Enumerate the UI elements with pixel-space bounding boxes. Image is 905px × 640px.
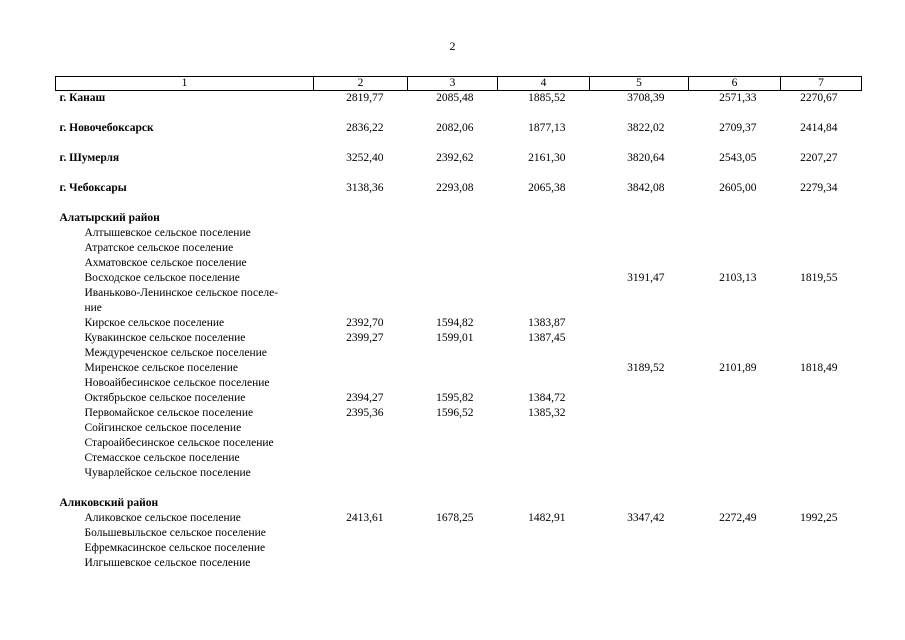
- value-cell: [408, 346, 498, 361]
- settlement-row: [56, 451, 862, 466]
- value-cell: 2207,27: [800, 152, 838, 164]
- row-name: Иваньково-Ленинское сельское поселе-: [84, 287, 279, 299]
- value-cell: [781, 211, 862, 226]
- value-cell: 3820,64: [627, 152, 665, 164]
- value-cell: [781, 226, 862, 241]
- value-cell: [689, 376, 781, 391]
- row-name: Атратское сельское поселение: [84, 242, 234, 254]
- row-name: Октябрьское сельское поселение: [84, 392, 246, 404]
- value-cell: [408, 301, 498, 316]
- column-header: 4: [498, 77, 590, 91]
- value-cell: [314, 556, 408, 571]
- value-cell: [408, 526, 498, 541]
- value-cell: 2819,77: [346, 92, 384, 104]
- row-name: Новоайбесинское сельское поселение: [84, 377, 270, 389]
- settlement-row: [56, 361, 862, 376]
- value-cell: 1599,01: [436, 332, 474, 344]
- value-cell: 1678,25: [436, 512, 474, 524]
- value-cell: 1594,82: [436, 317, 474, 329]
- value-cell: 3189,52: [627, 362, 665, 374]
- value-cell: [498, 466, 590, 481]
- row-name: Кувакинское сельское поселение: [84, 332, 246, 344]
- value-cell: [314, 376, 408, 391]
- value-cell: [408, 226, 498, 241]
- settlement-row: [56, 391, 862, 406]
- value-cell: [590, 226, 689, 241]
- page-number: 2: [449, 39, 456, 53]
- row-name: Кирское сельское поселение: [84, 317, 225, 329]
- column-header: 7: [781, 77, 862, 91]
- value-cell: [408, 451, 498, 466]
- value-cell: 2413,61: [346, 512, 384, 524]
- value-cell: 3138,36: [346, 182, 384, 194]
- spacer-row: [56, 136, 862, 151]
- value-cell: [408, 271, 498, 286]
- value-cell: [498, 421, 590, 436]
- value-cell: 2836,22: [346, 122, 384, 134]
- value-cell: 2709,37: [719, 122, 757, 134]
- value-cell: [689, 406, 781, 421]
- value-cell: [781, 346, 862, 361]
- value-cell: [590, 421, 689, 436]
- value-cell: [689, 556, 781, 571]
- row-name: Алатырский район: [59, 212, 160, 224]
- value-cell: [781, 391, 862, 406]
- settlement-row: [56, 271, 862, 286]
- value-cell: [408, 361, 498, 376]
- value-cell: 1885,52: [528, 92, 566, 104]
- row-name: Стемасское сельское поселение: [84, 452, 240, 464]
- value-cell: [498, 271, 590, 286]
- value-cell: [689, 331, 781, 346]
- value-cell: 2392,70: [346, 317, 384, 329]
- row-name: Междуреченское сельское поселение: [84, 347, 267, 359]
- value-cell: [314, 421, 408, 436]
- header-row: [56, 77, 862, 91]
- settlement-row: [56, 286, 862, 301]
- spacer-row: [56, 106, 862, 121]
- spacer-row: [56, 481, 862, 496]
- value-cell: 2161,30: [528, 152, 566, 164]
- value-cell: [314, 451, 408, 466]
- value-cell: [408, 241, 498, 256]
- value-cell: [689, 466, 781, 481]
- value-cell: [408, 286, 498, 301]
- settlement-row: [56, 241, 862, 256]
- value-cell: [498, 226, 590, 241]
- value-cell: 2543,05: [719, 152, 757, 164]
- value-cell: [689, 421, 781, 436]
- value-cell: [408, 466, 498, 481]
- value-cell: 1596,52: [436, 407, 474, 419]
- row-name: Илгышевское сельское поселение: [84, 557, 251, 569]
- settlement-row: [56, 226, 862, 241]
- value-cell: 1992,25: [800, 512, 838, 524]
- row-name: Ахматовское сельское поселение: [84, 257, 247, 269]
- value-cell: 1595,82: [436, 392, 474, 404]
- value-cell: [590, 331, 689, 346]
- value-cell: [314, 496, 408, 511]
- value-cell: [314, 466, 408, 481]
- city-row: [56, 121, 862, 136]
- value-cell: [781, 421, 862, 436]
- value-cell: [408, 211, 498, 226]
- spacer-cell: [56, 166, 862, 181]
- district-row: [56, 496, 862, 511]
- column-header: 2: [314, 77, 408, 91]
- value-cell: [781, 241, 862, 256]
- row-name: Миренское сельское поселение: [84, 362, 238, 374]
- value-cell: [781, 256, 862, 271]
- value-cell: [498, 286, 590, 301]
- settlement-row: [56, 556, 862, 571]
- value-cell: [689, 256, 781, 271]
- settlement-row: [56, 541, 862, 556]
- value-cell: 3842,08: [627, 182, 665, 194]
- value-cell: [590, 496, 689, 511]
- value-cell: [498, 556, 590, 571]
- value-cell: 2272,49: [719, 512, 757, 524]
- value-cell: 2293,08: [436, 182, 474, 194]
- row-name: Староайбесинское сельское поселение: [84, 437, 274, 449]
- settlement-row: [56, 406, 862, 421]
- value-cell: [314, 211, 408, 226]
- value-cell: 2395,36: [346, 407, 384, 419]
- value-cell: 2279,34: [800, 182, 838, 194]
- row-name: Аликовское сельское поселение: [84, 512, 241, 524]
- value-cell: 2270,67: [800, 92, 838, 104]
- city-row: [56, 181, 862, 196]
- value-cell: [781, 286, 862, 301]
- value-cell: 1384,72: [528, 392, 566, 404]
- value-cell: [590, 436, 689, 451]
- value-cell: [781, 496, 862, 511]
- value-cell: [314, 526, 408, 541]
- settlement-row: [56, 256, 862, 271]
- row-name: Сойгинское сельское поселение: [84, 422, 242, 434]
- row-name: ние: [84, 302, 102, 314]
- value-cell: [590, 376, 689, 391]
- value-cell: [590, 451, 689, 466]
- value-cell: [689, 316, 781, 331]
- value-cell: [498, 241, 590, 256]
- value-cell: [781, 541, 862, 556]
- value-cell: 2392,62: [436, 152, 474, 164]
- value-cell: [590, 526, 689, 541]
- city-row: [56, 91, 862, 107]
- value-cell: [590, 211, 689, 226]
- value-cell: 1383,87: [528, 317, 566, 329]
- value-cell: [498, 436, 590, 451]
- row-name: Восходское сельское поселение: [84, 272, 240, 284]
- value-cell: [590, 466, 689, 481]
- settlement-row: [56, 526, 862, 541]
- value-cell: 3708,39: [627, 92, 665, 104]
- value-cell: [689, 211, 781, 226]
- settlement-row: [56, 316, 862, 331]
- value-cell: [689, 346, 781, 361]
- value-cell: [498, 496, 590, 511]
- value-cell: 1818,49: [800, 362, 838, 374]
- value-cell: 3347,42: [627, 512, 665, 524]
- value-cell: [590, 556, 689, 571]
- value-cell: [689, 541, 781, 556]
- value-cell: [314, 241, 408, 256]
- value-cell: [314, 271, 408, 286]
- value-cell: [408, 541, 498, 556]
- value-cell: 2394,27: [346, 392, 384, 404]
- row-name: Первомайское сельское поселение: [84, 407, 254, 419]
- city-row: [56, 151, 862, 166]
- value-cell: [590, 346, 689, 361]
- value-cell: [689, 226, 781, 241]
- row-name: Большевыльское сельское поселение: [84, 527, 266, 539]
- value-cell: [781, 406, 862, 421]
- value-cell: [781, 331, 862, 346]
- value-cell: 2414,84: [800, 122, 838, 134]
- value-cell: [408, 496, 498, 511]
- spacer-row: [56, 166, 862, 181]
- value-cell: [498, 256, 590, 271]
- value-cell: [689, 451, 781, 466]
- settlement-row: [56, 511, 862, 526]
- value-cell: [498, 211, 590, 226]
- row-name: Алтышевское сельское поселение: [84, 227, 251, 239]
- value-cell: [689, 241, 781, 256]
- value-cell: [314, 346, 408, 361]
- value-cell: [590, 256, 689, 271]
- row-name: г. Канаш: [59, 92, 106, 104]
- value-cell: 1482,91: [528, 512, 566, 524]
- column-header: 3: [408, 77, 498, 91]
- value-cell: [590, 316, 689, 331]
- value-cell: [314, 256, 408, 271]
- row-name: г. Новочебоксарск: [59, 122, 154, 134]
- value-cell: 1819,55: [800, 272, 838, 284]
- value-cell: [781, 466, 862, 481]
- value-cell: [498, 376, 590, 391]
- value-cell: 2605,00: [719, 182, 757, 194]
- value-cell: [498, 301, 590, 316]
- settlement-row: [56, 346, 862, 361]
- value-cell: 3191,47: [627, 272, 665, 284]
- value-cell: [781, 316, 862, 331]
- value-cell: [314, 361, 408, 376]
- value-cell: [408, 556, 498, 571]
- table-body: [56, 91, 862, 572]
- value-cell: [781, 451, 862, 466]
- value-cell: [590, 391, 689, 406]
- value-cell: [689, 301, 781, 316]
- value-cell: 3252,40: [346, 152, 384, 164]
- value-cell: [498, 361, 590, 376]
- value-cell: [408, 436, 498, 451]
- value-cell: [408, 421, 498, 436]
- settlement-row: [56, 376, 862, 391]
- value-cell: 2399,27: [346, 332, 384, 344]
- row-name: Аликовский район: [59, 497, 159, 509]
- spacer-cell: [56, 481, 862, 496]
- row-name: г. Шумерля: [59, 152, 120, 164]
- value-cell: 1387,45: [528, 332, 566, 344]
- value-cell: [498, 451, 590, 466]
- value-cell: 2085,48: [436, 92, 474, 104]
- value-cell: [408, 376, 498, 391]
- value-cell: [314, 436, 408, 451]
- spacer-row: [56, 196, 862, 211]
- value-cell: [590, 286, 689, 301]
- value-cell: [689, 526, 781, 541]
- settlement-row: [56, 436, 862, 451]
- settlement-row: [56, 331, 862, 346]
- value-cell: 1385,32: [528, 407, 566, 419]
- value-cell: [314, 541, 408, 556]
- value-cell: [314, 226, 408, 241]
- row-name: Чуварлейское сельское поселение: [84, 467, 251, 479]
- column-header: 6: [689, 77, 781, 91]
- settlement-row: [56, 421, 862, 436]
- tariff-table: [55, 76, 862, 571]
- settlement-row: [56, 466, 862, 481]
- value-cell: [314, 286, 408, 301]
- value-cell: [781, 526, 862, 541]
- value-cell: [689, 391, 781, 406]
- value-cell: [314, 301, 408, 316]
- value-cell: 1877,13: [528, 122, 566, 134]
- value-cell: 2571,33: [719, 92, 757, 104]
- value-cell: [781, 436, 862, 451]
- value-cell: [590, 241, 689, 256]
- value-cell: 2103,13: [719, 272, 757, 284]
- value-cell: [498, 346, 590, 361]
- spacer-cell: [56, 196, 862, 211]
- value-cell: [408, 256, 498, 271]
- value-cell: [498, 541, 590, 556]
- value-cell: [498, 526, 590, 541]
- value-cell: 2065,38: [528, 182, 566, 194]
- settlement-row: [56, 301, 862, 316]
- value-cell: 3822,02: [627, 122, 665, 134]
- column-header: 1: [56, 77, 314, 91]
- value-cell: [689, 286, 781, 301]
- value-cell: [781, 556, 862, 571]
- row-name: Ефремкасинское сельское поселение: [84, 542, 266, 554]
- value-cell: [590, 301, 689, 316]
- column-header: 5: [590, 77, 689, 91]
- value-cell: 2082,06: [436, 122, 474, 134]
- value-cell: [590, 406, 689, 421]
- spacer-cell: [56, 106, 862, 121]
- value-cell: [689, 496, 781, 511]
- value-cell: [781, 301, 862, 316]
- district-row: [56, 211, 862, 226]
- value-cell: [590, 541, 689, 556]
- spacer-cell: [56, 136, 862, 151]
- value-cell: [781, 376, 862, 391]
- row-name: г. Чебоксары: [59, 182, 127, 194]
- value-cell: 2101,89: [719, 362, 757, 374]
- value-cell: [689, 436, 781, 451]
